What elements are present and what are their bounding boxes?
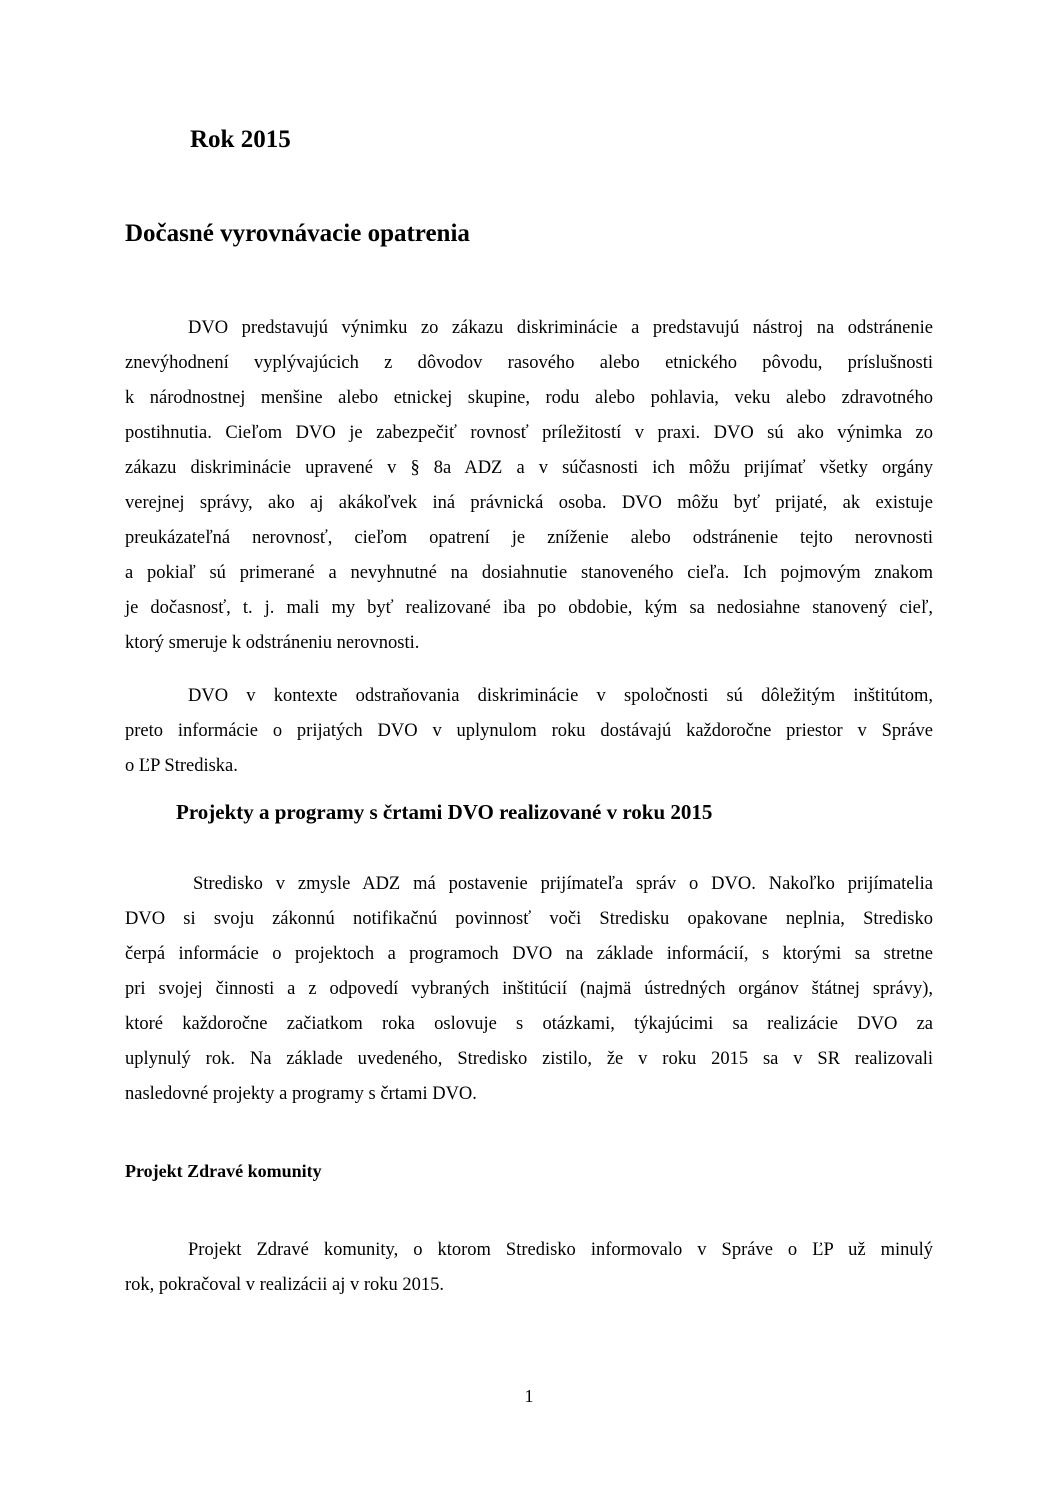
text-line: o ĽP Strediska.: [125, 756, 238, 776]
text-line: čerpá informácie o projektoch a programoch DVO na základe informácií, s ktorými sa stretne: [125, 944, 933, 964]
project-heading: Projekt Zdravé komunity: [125, 1161, 322, 1181]
paragraph-stredisko: [125, 867, 933, 1112]
text-line: pri svojej činnosti a z odpovedí vybraných inštitúcií (najmä ústredných orgánov štátnej správy),: [125, 979, 933, 999]
text-line: DVO v kontexte odstraňovania diskriminácie v spoločnosti sú dôležitým inštitútom,: [188, 686, 933, 706]
text-line: ktoré každoročne začiatkom roka oslovuje s otázkami, týkajúcimi sa realizácie DVO za: [125, 1014, 933, 1034]
text-line: zákazu diskriminácie upravené v § 8a ADZ a v súčasnosti ich môžu prijímať všetky orgány: [125, 458, 933, 478]
text-line: postihnutia. Cieľom DVO je zabezpečiť rovnosť príležitostí v praxi. DVO sú ako výnimka zo: [125, 423, 933, 443]
page-number: 1: [524, 1386, 534, 1406]
paragraph-dvo-definition: [125, 311, 933, 661]
text-line: Projekt Zdravé komunity, o ktorom Stredisko informovalo v Správe o ĽP už minulý: [188, 1240, 933, 1260]
subsection-heading: Projekty a programy s črtami DVO realizované v roku 2015: [176, 800, 713, 824]
text-line: je dočasnosť, t. j. mali my byť realizované iba po obdobie, kým sa nedosiahne stanovený cieľ,: [125, 598, 933, 618]
paragraph-project: [125, 1233, 933, 1303]
text-line: preto informácie o prijatých DVO v uplynulom roku dostávajú každoročne priestor v Správe: [125, 721, 933, 741]
text-line: Stredisko v zmysle ADZ má postavenie prijímateľa správ o DVO. Nakoľko prijímatelia: [193, 874, 933, 894]
text-line: preukázateľná nerovnosť, cieľom opatrení je zníženie alebo odstránenie tejto nerovnosti: [125, 528, 933, 548]
text-line: DVO predstavujú výnimku zo zákazu diskriminácie a predstavujú nástroj na odstránenie: [188, 318, 933, 338]
text-line: DVO si svoju zákonnú notifikačnú povinnosť voči Stredisku opakovane neplnia, Stredisko: [125, 909, 933, 929]
year-heading: Rok 2015: [190, 126, 291, 153]
paragraph-dvo-context: [125, 679, 933, 784]
section-heading: Dočasné vyrovnávacie opatrenia: [125, 220, 470, 247]
text-line: znevýhodnení vyplývajúcich z dôvodov rasového alebo etnického pôvodu, príslušnosti: [125, 353, 933, 373]
text-line: k národnostnej menšine alebo etnickej skupine, rodu alebo pohlavia, veku alebo zdravotného: [125, 388, 933, 408]
text-line: rok, pokračoval v realizácii aj v roku 2015.: [125, 1275, 445, 1295]
text-line: ktorý smeruje k odstráneniu nerovnosti.: [125, 633, 420, 653]
text-line: uplynulý rok. Na základe uvedeného, Stredisko zistilo, že v roku 2015 sa v SR realizovali: [125, 1049, 933, 1069]
text-line: a pokiaľ sú primerané a nevyhnutné na dosiahnutie stanoveného cieľa. Ich pojmovým znakom: [125, 563, 933, 583]
text-line: verejnej správy, ako aj akákoľvek iná právnická osoba. DVO môžu byť prijaté, ak existuje: [125, 493, 933, 513]
text-line: nasledovné projekty a programy s črtami DVO.: [125, 1084, 477, 1104]
